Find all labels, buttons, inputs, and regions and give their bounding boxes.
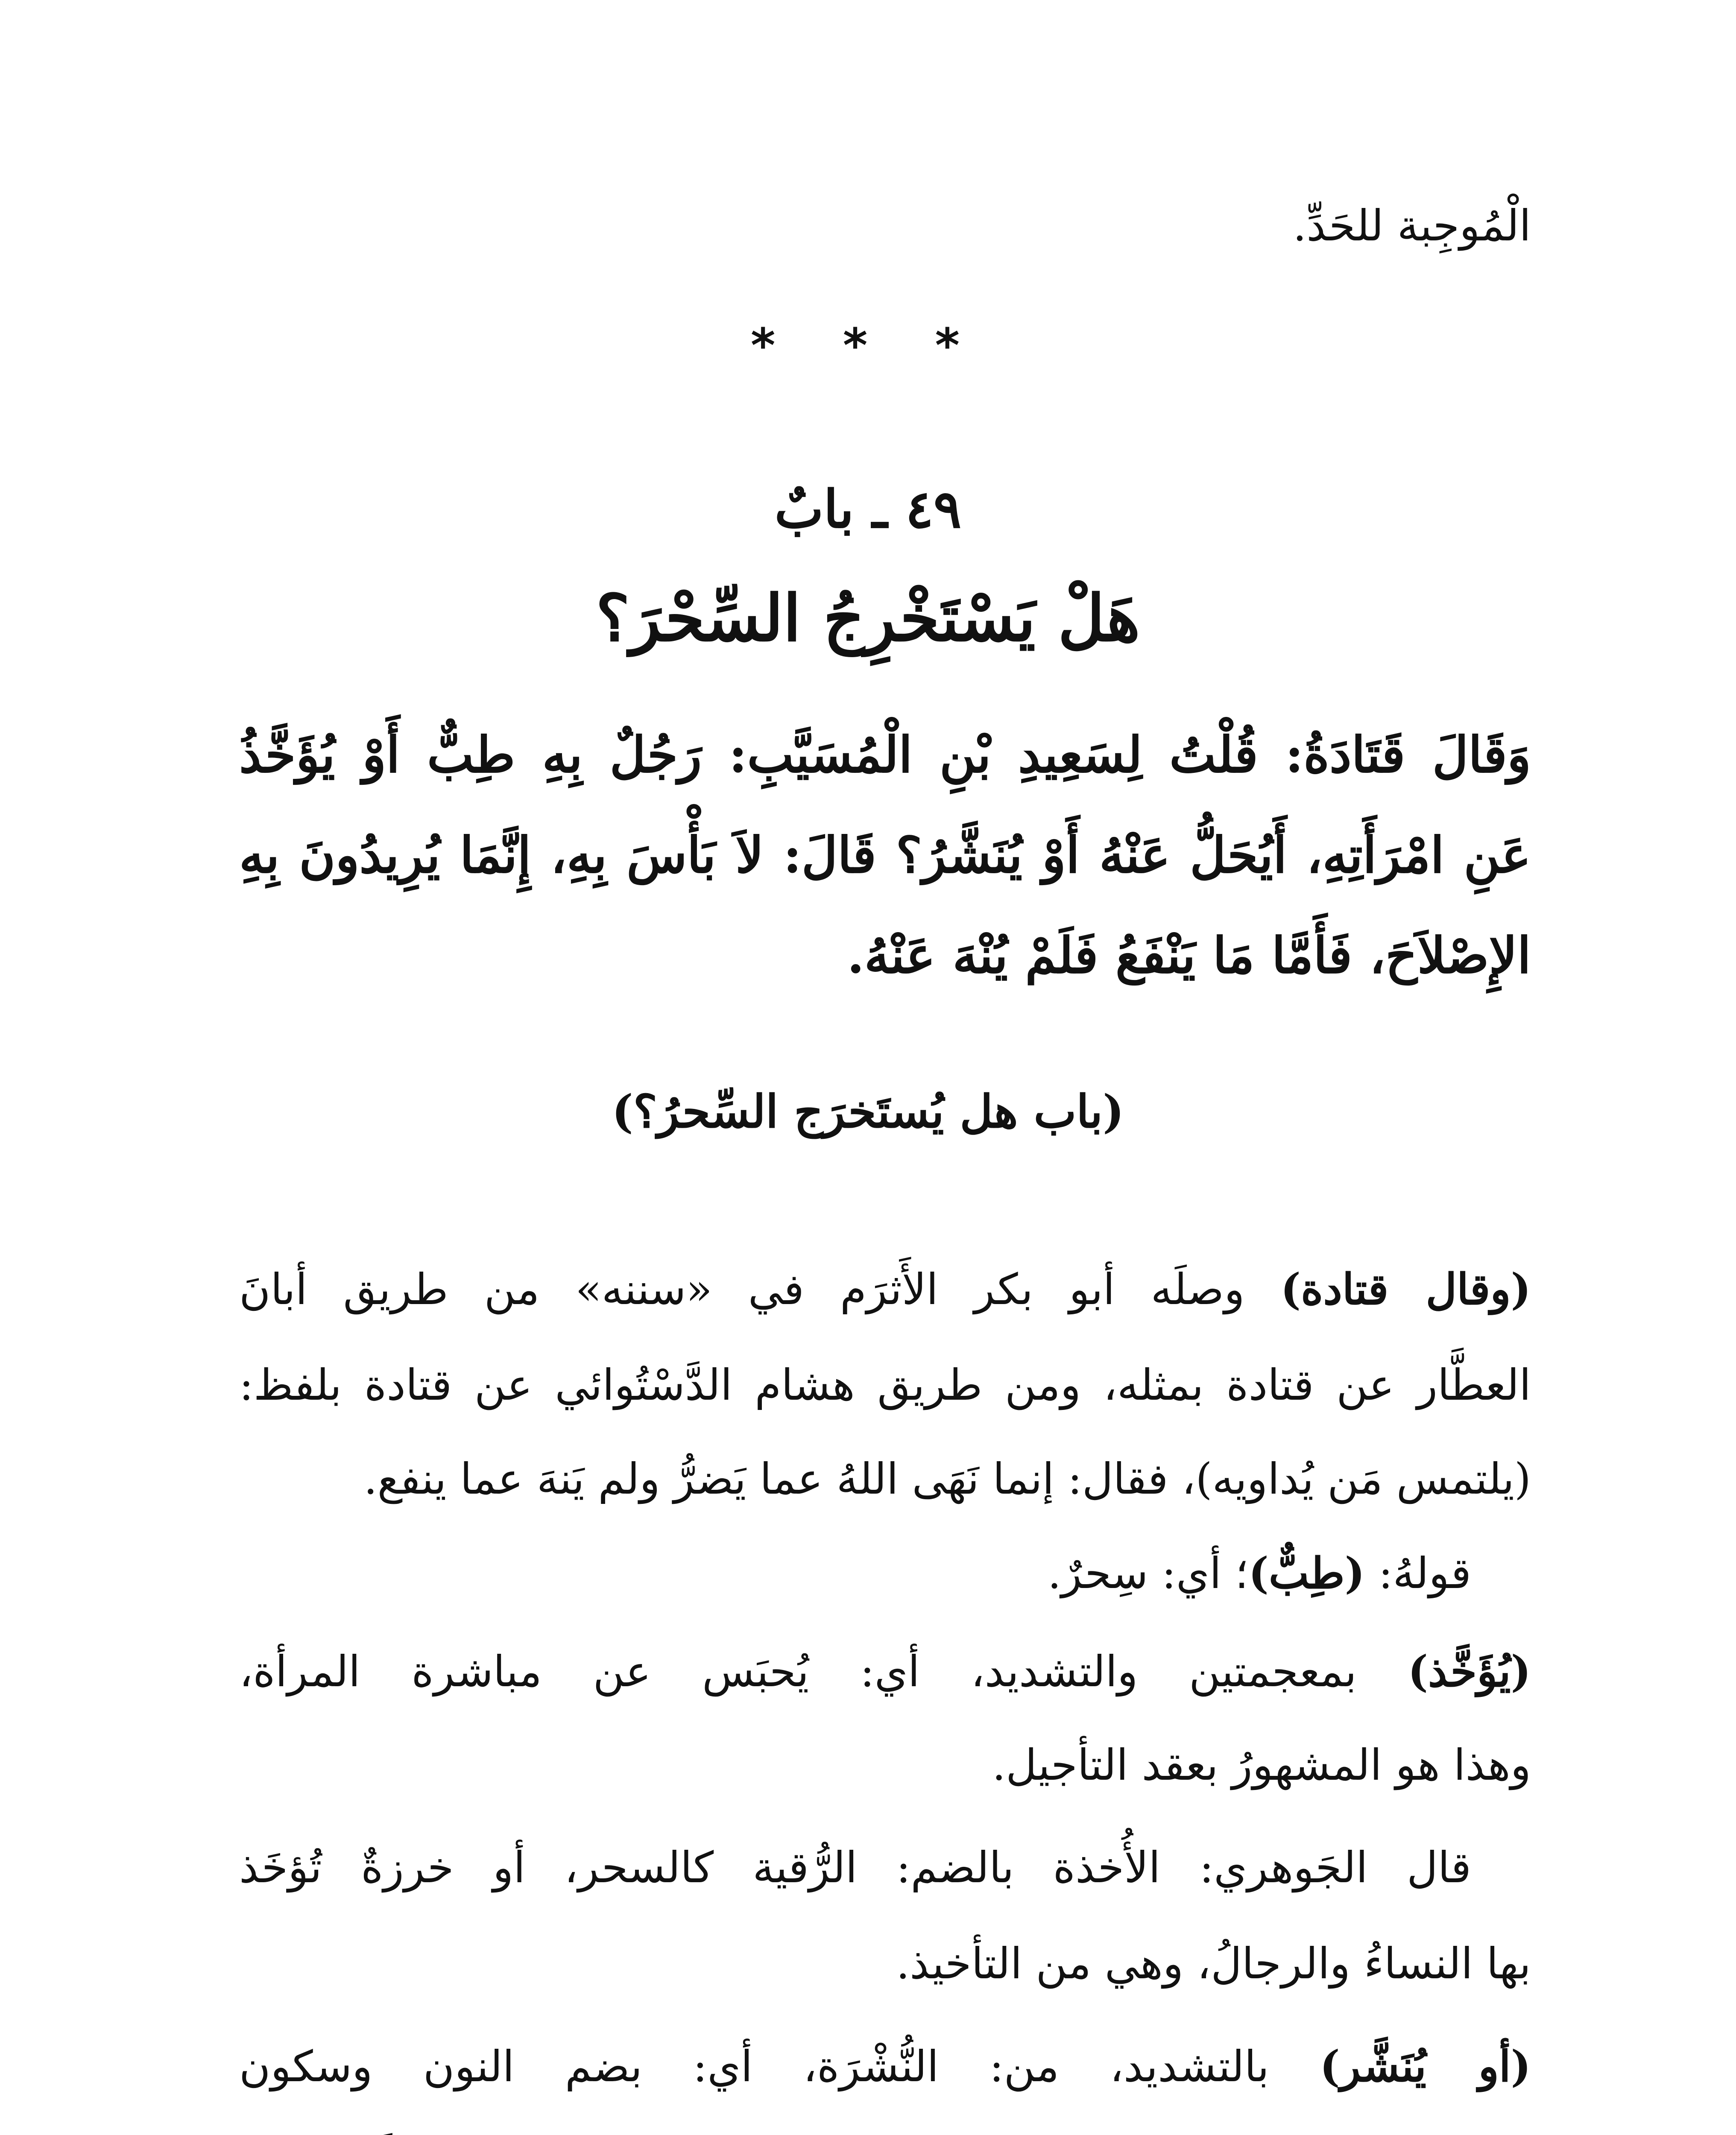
commentary-paragraph-1-line-3: (يلتمس مَن يُداويه)، فقال: إنما نَهَى اللهُ عما يَضرُّ ولم يَنهَ عما ينفع. <box>363 1454 1531 1504</box>
commentary-paragraph-5-line-1 <box>239 2041 1531 2091</box>
matn-line-1: وَقَالَ قَتَادَةُ: قُلْتُ لِسَعِيدِ بْنِ الْمُسَيَّبِ: رَجُلٌ بِهِ طِبٌّ أَوْ يُؤَخَّذُ <box>239 726 1531 784</box>
commentary-text: ؛ أي: سِحرٌ. <box>1048 1548 1249 1598</box>
quoted-term: (طِبٌّ) <box>1248 1548 1365 1598</box>
chapter-title: هَلْ يَسْتَخْرِجُ السِّحْرَ؟ <box>596 581 1140 656</box>
commentary-paragraph-3-line-1 <box>239 1646 1531 1696</box>
commentary-paragraph-3-line-2: وهذا هو المشهورُ بعقد التأجيل. <box>992 1740 1531 1790</box>
quoted-term: (أو يُنَشَّر) <box>1320 2041 1531 2091</box>
carry-over-text: الْمُوجِبة للحَدِّ. <box>1293 201 1531 251</box>
commentary-text: وصلَه أبو بكر الأَثرَم في «سننه» من طريق أبانَ <box>239 1264 1281 1314</box>
commentary-heading: (باب هل يُستَخرَج السِّحرُ؟) <box>612 1085 1124 1138</box>
quoted-term: (يُؤَخَّذ) <box>1408 1646 1531 1696</box>
commentary-text: بالتشديد، من: النُّشْرَة، أي: بضم النون وسكون <box>239 2041 1320 2091</box>
commentary-paragraph-2 <box>239 1548 1471 1598</box>
commentary-text: قولهُ: <box>1364 1548 1471 1598</box>
chapter-number: ٤٩ ـ بابٌ <box>774 478 962 540</box>
commentary-paragraph-4-line-1: قال الجَوهري: الأُخذة بالضم: الرُّقية كالسحر، أو خرزةٌ تُؤخَذ <box>239 1843 1471 1892</box>
commentary-text: بمعجمتين والتشديد، أي: يُحبَس عن مباشرة المرأة، <box>239 1647 1408 1696</box>
commentary-paragraph-1-line-1 <box>239 1264 1531 1314</box>
matn-line-2: عَنِ امْرَأَتِهِ، أَيُحَلُّ عَنْهُ أَوْ يُنَشَّرُ؟ قَالَ: لاَ بَأْسَ بِهِ، إِنَّمَا يُرِيدُونَ بِهِ <box>239 826 1531 884</box>
section-separator: * * * <box>750 318 986 373</box>
commentary-paragraph-1-line-2: العطَّار عن قتادة بمثله، ومن طريق هشام الدَّسْتُوائي عن قتادة بلفظ: <box>239 1360 1531 1410</box>
commentary-paragraph-4-line-2: بها النساءُ والرجالُ، وهي من التأخيذ. <box>896 1939 1531 1989</box>
quoted-term: (وقال قتادة) <box>1280 1264 1531 1314</box>
matn-line-3: الإِصْلاَحَ، فَأَمَّا مَا يَنْفَعُ فَلَمْ يُنْهَ عَنْهُ. <box>847 927 1531 985</box>
